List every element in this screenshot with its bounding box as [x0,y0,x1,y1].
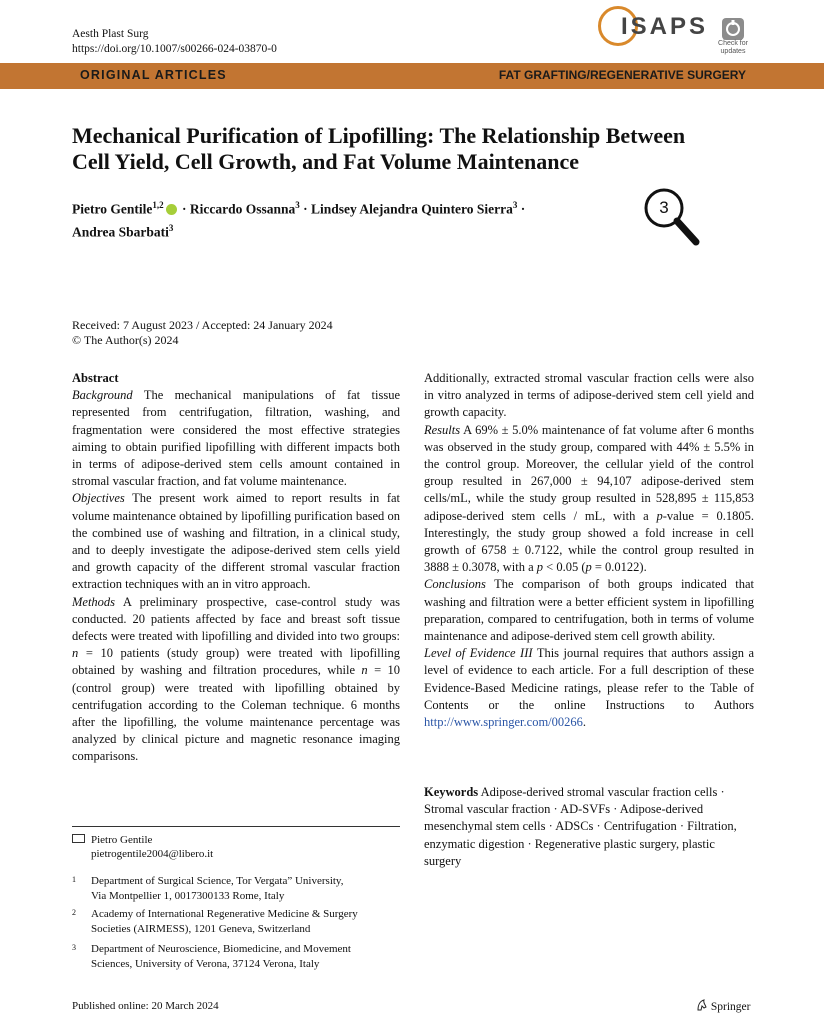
title-line-1: Mechanical Purification of Lipofilling: The Relationship Between [72,123,686,148]
affiliation-number: 1 [72,875,76,884]
doi-link[interactable]: https://doi.org/10.1007/s00266-024-03870-0 [72,43,277,55]
article-type-label: ORIGINAL ARTICLES [80,68,227,82]
author-name[interactable]: Andrea Sbarbati [72,224,169,239]
abstract-objectives [72,490,400,593]
abstract-conclusions [424,576,754,645]
evidence-level-number: 3 [659,198,669,217]
conclusions-label: Conclusions [424,577,486,592]
affiliation-line: Societies (AIRMESS), 1201 Geneva, Switzerland [91,923,311,935]
author-list: Pietro Gentile$^{1,2}$ · Riccardo Ossanna$^3$ · Lindsey Alejandra Quintero Sierra$^3$ · Andrea Sbarbati$^3$ [72,200,526,239]
check-updates-line2: updates [720,48,746,55]
affiliation-line: Department of Neuroscience, Biomedicine, and Movement [91,943,351,955]
methods-variable: n [72,646,79,661]
published-date: Published online: 20 March 2024 [72,1000,219,1012]
journal-name: Aesth Plast Surg [72,28,149,40]
affiliation-line: Department of Surgical Science, Tor Vergata” University, [91,875,344,887]
author-name[interactable]: Pietro Gentile [72,201,153,217]
abstract-right-column [424,370,754,731]
footnote-divider [72,826,400,827]
instructions-link[interactable]: http://www.springer.com/00266 [424,715,583,730]
article-dates [72,318,333,348]
author-affiliation-ref: 3 [295,200,300,210]
methods-label: Methods [72,594,116,609]
springer-horse-icon [696,999,708,1011]
methods-variable: n [361,663,368,678]
check-for-updates-badge[interactable] [712,18,754,58]
methods-continued: Additionally, extracted stromal vascular fraction cells were also in vitro analyzed in terms of adipose-derived stem cell yield and growth capacity. [424,371,754,420]
affiliation-line: Academy of International Regenerative Medicine & Surgery [91,908,358,920]
isaps-logo [598,6,709,50]
corresponding-email[interactable]: pietrogentile2004@libero.it [91,848,214,860]
background-text: The mechanical manipulations of fat tissue represented from centrifugation, filtration, washing, and fragmentation were considered the most effective strategies aiming to obtain purified lipofilling with different impacts both in terms of adipose-derived stem cells amount contained in stromal vascular fraction, and fat volume maintenance. [72,388,400,489]
abstract-heading: Abstract [72,371,119,385]
orcid-icon[interactable] [166,204,177,215]
results-label: Results [424,422,461,437]
objectives-label: Objectives [72,491,125,506]
abstract-level-of-evidence [424,645,754,731]
abstract-background [72,387,400,490]
results-text: = 0.0122). [594,560,647,575]
results-text: < 0.05 ( [546,560,586,575]
results-variable: p [656,508,663,523]
author-name[interactable]: Riccardo Ossanna [189,201,296,217]
article-title [72,123,712,175]
methods-text: A preliminary prospective, case-control study was conducted. 20 patients affected by face and breast soft tissue defects were treated with lipofilling and divided into two groups: [72,594,400,644]
corresponding-author: Pietro Gentile [91,834,153,846]
isaps-logo-text: ISAPS [621,13,709,40]
results-variable: p [585,560,592,575]
methods-text: = 10 (control group) were treated with lipofilling obtained by centrifugation according to the Coleman technique. 6 months after the lipofilling, the volume maintenance percentage was analyzed by clinical picture and magnetic resonance imaging comparisons. [72,663,400,764]
check-updates-icon [722,18,744,40]
check-updates-line1: Check for [718,40,748,47]
loe-label: Level of Evidence III [424,646,533,661]
keywords-label: Keywords [424,785,479,799]
affiliation [72,942,412,972]
keywords [424,784,754,870]
mail-icon [72,834,85,843]
conclusions-text: The comparison of both groups indicated that washing and filtration were a better efficient system in lipofilling preparation, compared to centrifugation, both in terms of volume maintenance and adipose-derived stem cell growth ability. [424,577,754,644]
received-accepted: Received: 7 August 2023 / Accepted: 24 January 2024 [72,318,333,332]
loe-end: . [582,715,587,730]
author-name[interactable]: Lindsey Alejandra Quintero Sierra [311,201,513,217]
author-affiliation-ref: 3 [512,200,518,210]
affiliation-number: 3 [72,943,76,952]
results-text: A 69% ± 5.0% maintenance of fat volume after 6 months was observed in the study group, compared with 44% ± 5.5% in the control group. Moreover, the cellular yield of the control group resulted in 267,000 ± 94,107 adipose-derived stem cells/mL, while the study group resulted in 528,895 ± 115,853 adipose-derived stem cells / mL, with a [424,422,754,523]
article-category-label: FAT GRAFTING/REGENERATIVE SURGERY [498,68,746,82]
publisher-logo [696,999,750,1013]
journal-header [72,27,277,57]
copyright: © The Author(s) 2024 [72,333,179,347]
methods-text: = 10 patients (study group) were treated with lipofilling obtained by washing and filtration procedures, while [72,646,401,678]
abstract-results [424,422,754,577]
affiliation-number: 2 [72,908,76,917]
affiliation-line: Sciences, University of Verona, 37124 Verona, Italy [91,958,320,970]
author-affiliation-ref: 3 [168,222,174,233]
author-affiliation-ref: 1,2 [152,200,164,210]
loe-text: This journal requires that authors assign a level of evidence to each article. For a full description of these Evidence-Based Medicine ratings, please refer to the Table of Contents or the online Instructions to Authors [424,646,754,712]
abstract-methods [72,594,400,766]
abstract-left-column [72,370,400,766]
affiliation-line: Via Montpellier 1, 0017300133 Rome, Italy [91,890,285,902]
correspondence [72,833,213,861]
results-text: -value = 0.1805. Interestingly, the study group showed a fold increase in cell growth of 6758 ± 0.7122, while the control group resulted in 3888 ± 0.3078, with a [424,508,754,575]
objectives-text: The present work aimed to report results in fat volume maintenance obtained by lipofilling purification based on the combined use of washing and filtration, in a clinical study, and to deeply investigate the adipose-derived stem cells yield and growth capacity of the different stromal vascular fraction extraction techniques with an in vitro approach. [72,491,401,592]
publisher-name: Springer [710,1001,751,1013]
results-variable: p [536,560,544,575]
title-line-2: Cell Yield, Cell Growth, and Fat Volume Maintenance [72,149,580,174]
evidence-level-badge [640,188,704,252]
background-label: Background [72,388,133,403]
affiliation [72,874,412,904]
keywords-text: Adipose-derived stromal vascular fraction cells · Stromal vascular fraction · AD-SVFs · Adipose-derived mesenchymal stem cells · ADSCs · Centrifugation · Filtration, enzymatic digestion · Regenerative plastic surgery, plastic surgery [424,785,737,868]
affiliation [72,907,412,937]
